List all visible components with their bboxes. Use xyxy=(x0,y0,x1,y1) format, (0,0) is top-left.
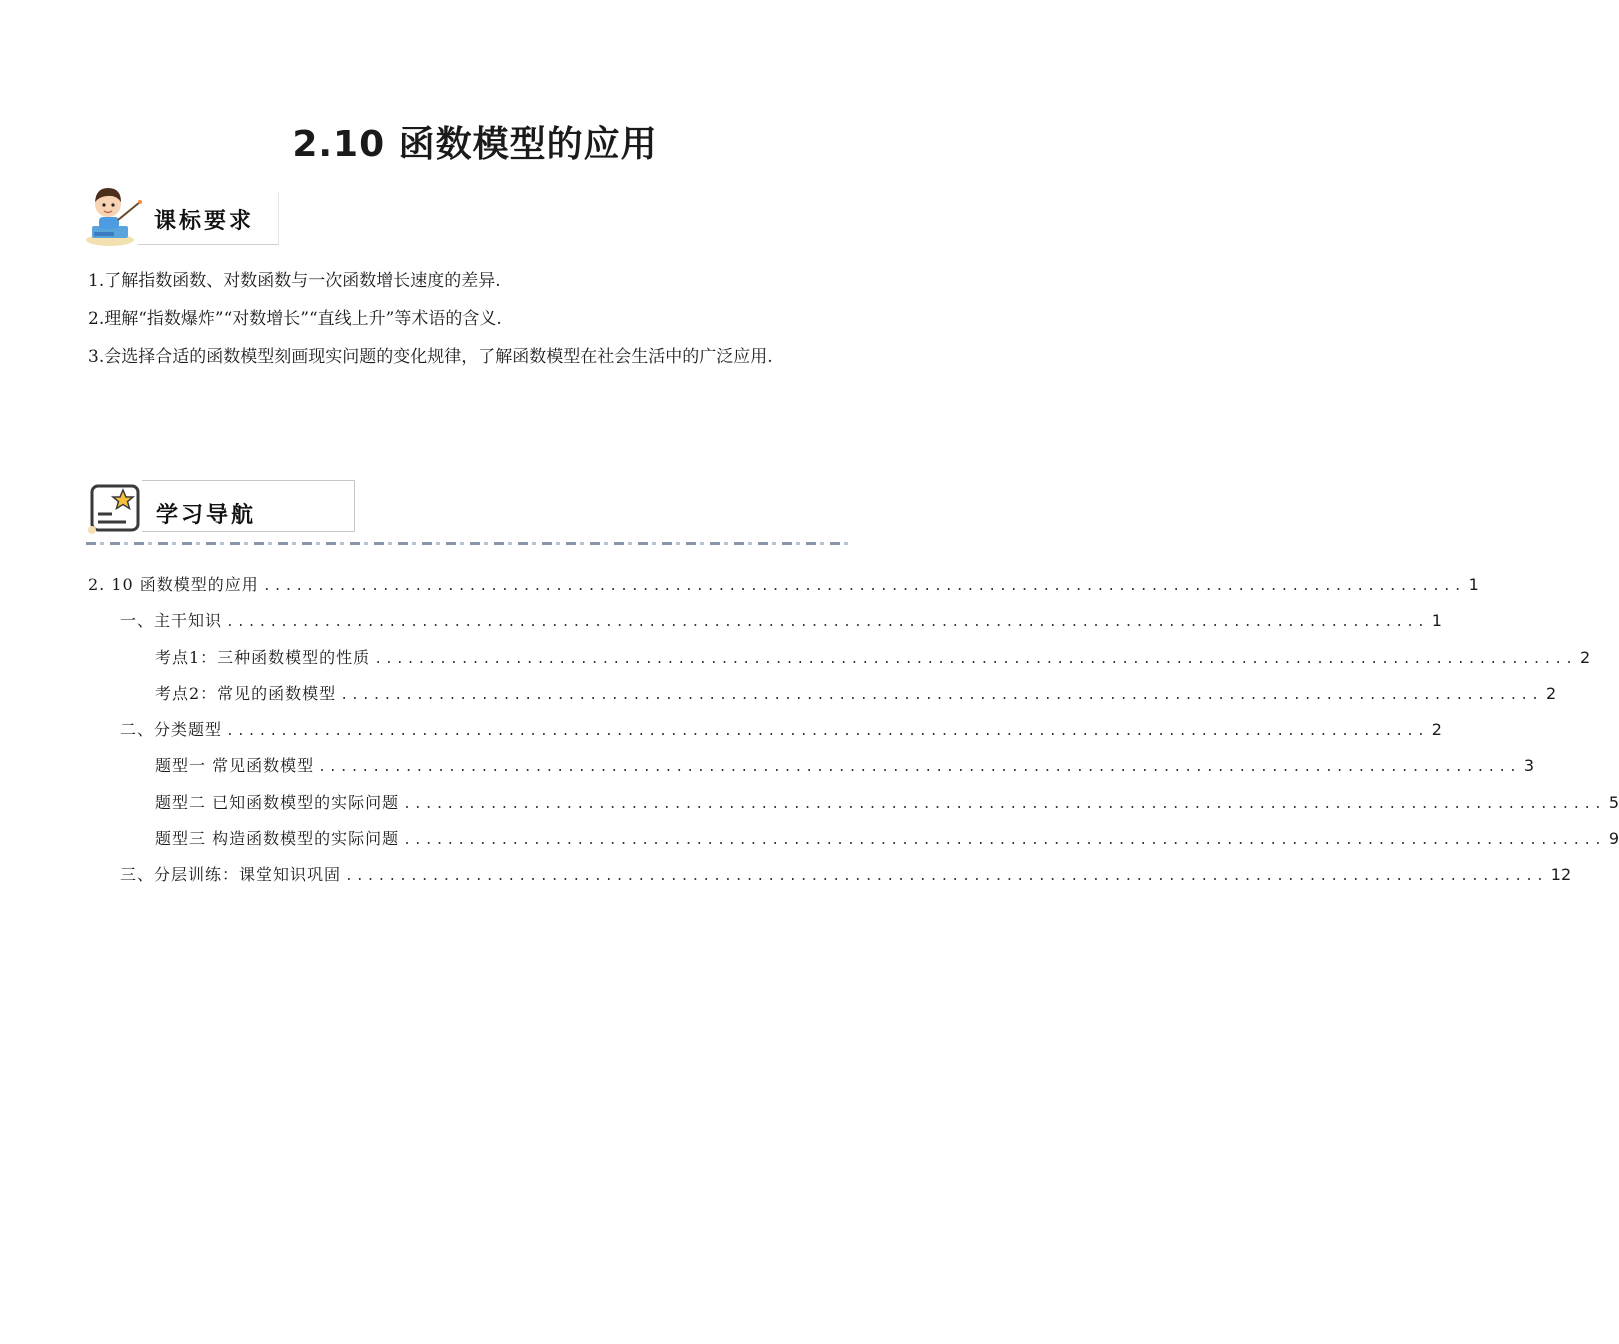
toc-entry-title: 题型二 已知函数模型的实际问题 xyxy=(155,793,400,812)
page-title: 2.10 函数模型的应用 xyxy=(292,124,658,165)
requirement-item: 1.了解指数函数、对数函数与一次函数增长速度的差异. xyxy=(88,271,501,291)
section-divider xyxy=(86,542,850,545)
toc-leader-dots: ............................................................................................................... xyxy=(226,724,1428,739)
toc-entry-page: 5 xyxy=(1608,793,1619,812)
toc-leader-dots: ............................................................................................................... xyxy=(262,579,1465,594)
section-label: 学习导航 xyxy=(156,503,257,528)
toc-entry-page: 3 xyxy=(1523,756,1535,775)
toc-entry-title: 题型三 构造函数模型的实际问题 xyxy=(155,829,400,848)
toc-entry-title: 考点2：常见的函数模型 xyxy=(155,684,337,703)
toc-entry-page: 9 xyxy=(1608,829,1619,848)
toc-entry[interactable] xyxy=(155,790,1619,813)
star-document-icon xyxy=(86,482,144,536)
toc-leader-dots: ............................................................................................................... xyxy=(403,797,1605,812)
toc-entry[interactable] xyxy=(120,717,1442,740)
toc-entry[interactable] xyxy=(120,862,1572,885)
requirement-item: 3.会选择合适的函数模型刻画现实问题的变化规律，了解函数模型在社会生活中的广泛应用. xyxy=(88,347,773,367)
toc-leader-dots: ............................................................................................................... xyxy=(226,615,1428,630)
teacher-icon xyxy=(86,182,146,248)
toc-entry-title: 三、分层训练：课堂知识巩固 xyxy=(120,865,342,884)
requirement-item: 2.理解“指数爆炸”“对数增长”“直线上升”等术语的含义. xyxy=(88,309,502,329)
toc-entry[interactable] xyxy=(155,681,1557,704)
toc-entry-page: 1 xyxy=(1468,575,1479,594)
toc-entry-title: 一、主干知识 xyxy=(120,611,223,630)
section-label: 课标要求 xyxy=(154,209,255,234)
toc-entry[interactable] xyxy=(120,608,1442,631)
toc-leader-dots: ............................................................................................................... xyxy=(345,869,1547,884)
curriculum-requirements-header xyxy=(86,182,286,248)
toc-leader-dots: ............................................................................................................... xyxy=(340,688,1542,703)
toc-entry-title: 二、分类题型 xyxy=(120,720,223,739)
toc-entry[interactable] xyxy=(155,826,1619,849)
toc-entry-title: 考点1：三种函数模型的性质 xyxy=(155,648,371,667)
toc-leader-dots: ............................................................................................................... xyxy=(318,760,1520,775)
toc-entry-title: 2. 10 函数模型的应用 xyxy=(88,575,259,594)
toc-entry[interactable] xyxy=(88,572,1479,595)
toc-entry[interactable] xyxy=(155,753,1535,776)
toc-entry-page: 2 xyxy=(1579,648,1591,667)
toc-entry-page: 1 xyxy=(1431,611,1442,630)
toc-leader-dots: ............................................................................................................... xyxy=(374,652,1576,667)
toc-entry-page: 12 xyxy=(1550,865,1572,884)
toc-entry-page: 2 xyxy=(1431,720,1442,739)
toc-leader-dots: ............................................................................................................... xyxy=(403,833,1605,848)
learning-navigation-header xyxy=(86,478,358,536)
toc-entry[interactable] xyxy=(155,645,1591,668)
toc-entry-title: 题型一 常见函数模型 xyxy=(155,756,315,775)
toc-entry-page: 2 xyxy=(1545,684,1557,703)
